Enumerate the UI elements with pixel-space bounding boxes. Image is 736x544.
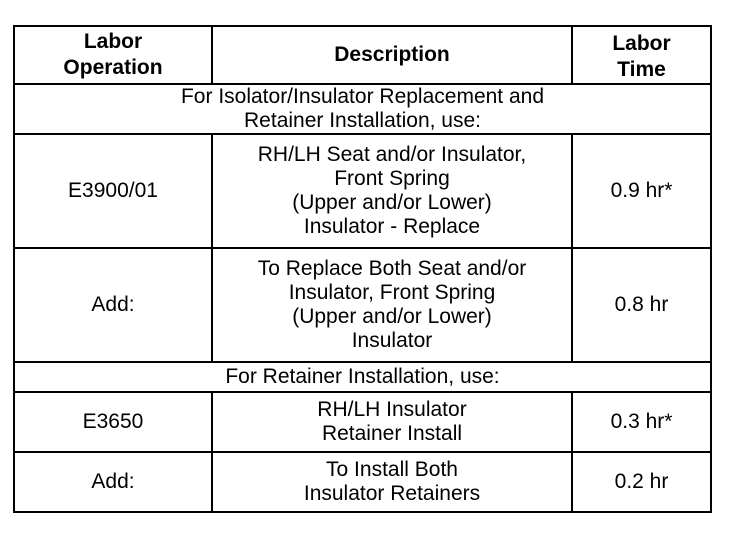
row-description: To Install Both Insulator Retainers xyxy=(212,452,572,512)
row-description: To Replace Both Seat and/or Insulator, Front Spring (Upper and/or Lower) Insulator xyxy=(212,248,572,362)
section-title: For Isolator/Insulator Replacement and Retainer Installation, use: xyxy=(14,84,711,134)
table-row xyxy=(14,452,711,512)
row-labor-time: 0.8 hr xyxy=(572,248,711,362)
table-row xyxy=(14,134,711,248)
section-header-row xyxy=(14,362,711,392)
row-description: RH/LH Insulator Retainer Install xyxy=(212,392,572,452)
header-labor-time: Labor Time xyxy=(572,26,711,84)
row-labor-time: 0.3 hr* xyxy=(572,392,711,452)
table-row xyxy=(14,392,711,452)
table-row xyxy=(14,248,711,362)
section-header-row xyxy=(14,84,711,134)
labor-time-table xyxy=(13,25,712,513)
header-row xyxy=(14,26,711,84)
row-labor-time: 0.9 hr* xyxy=(572,134,711,248)
header-labor-operation: Labor Operation xyxy=(14,26,212,84)
row-labor-time: 0.2 hr xyxy=(572,452,711,512)
row-labor-operation: E3650 xyxy=(14,392,212,452)
header-description: Description xyxy=(212,26,572,84)
row-labor-operation: E3900/01 xyxy=(14,134,212,248)
row-description: RH/LH Seat and/or Insulator, Front Spring (Upper and/or Lower) Insulator - Replace xyxy=(212,134,572,248)
row-labor-operation: Add: xyxy=(14,452,212,512)
row-labor-operation: Add: xyxy=(14,248,212,362)
section-title: For Retainer Installation, use: xyxy=(14,362,711,392)
